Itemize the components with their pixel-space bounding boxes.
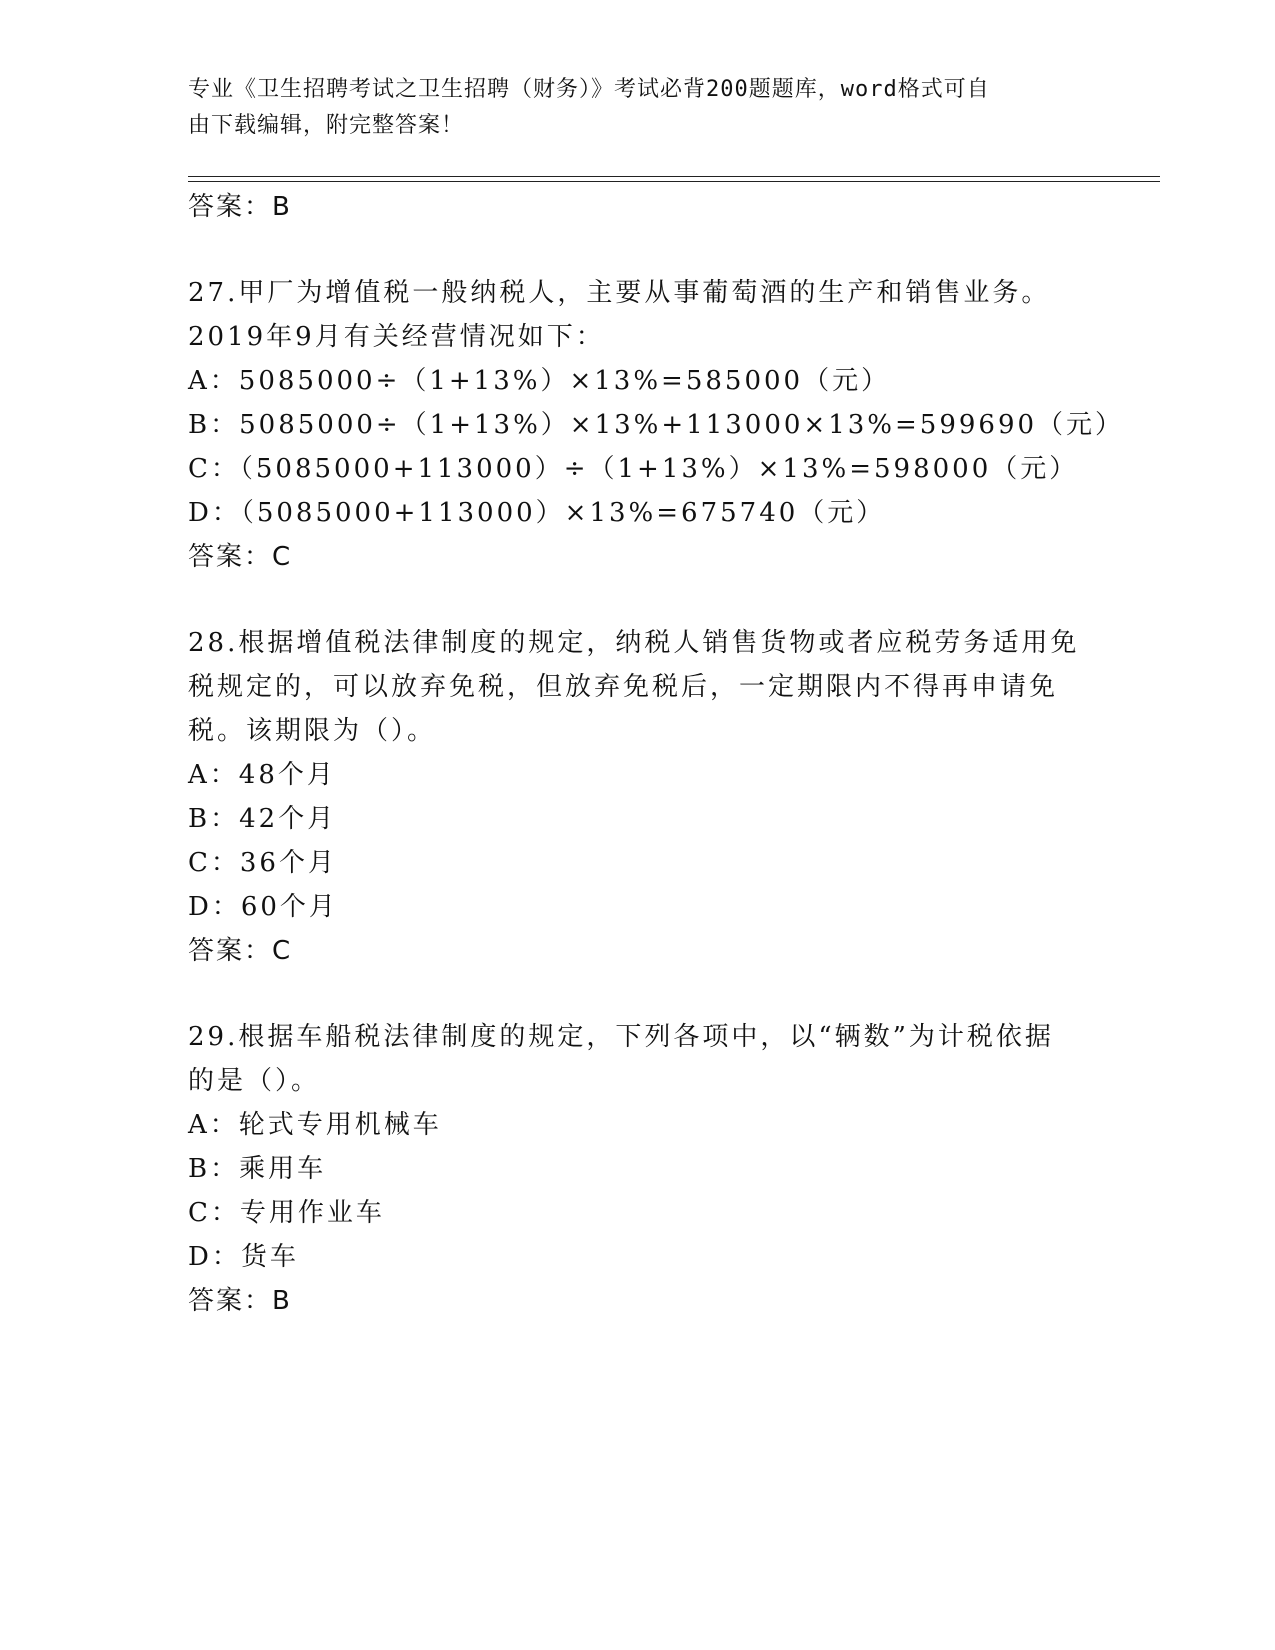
q29-option-c: C：专用作业车: [188, 1198, 385, 1228]
document-header: [188, 72, 1068, 144]
previous-answer: 答案：B: [188, 192, 292, 222]
q27-stem-line-1: 27.甲厂为增值税一般纳税人，主要从事葡萄酒的生产和销售业务。: [188, 278, 1051, 308]
q28-option-b: B：42个月: [188, 804, 337, 834]
header-divider-bottom: [188, 181, 1160, 182]
q28-option-d: D：60个月: [188, 892, 338, 922]
q29-stem-line-1: 29.根据车船税法律制度的规定，下列各项中，以“辆数”为计税依据: [188, 1022, 1054, 1052]
q27-option-b: B：5085000÷（1+13%）×13%+113000×13%=599690（元）: [188, 410, 1125, 440]
header-line-1: 专业《卫生招聘考试之卫生招聘（财务）》考试必背200题题库，word格式可自: [188, 77, 990, 102]
q28-option-c: C：36个月: [188, 848, 337, 878]
q29-answer: 答案：B: [188, 1286, 292, 1316]
q27-answer: 答案：C: [188, 542, 293, 572]
q28-stem-line-1: 28.根据增值税法律制度的规定，纳税人销售货物或者应税劳务适用免: [188, 628, 1080, 658]
q27-option-c: C：（5085000+113000）÷（1+13%）×13%=598000（元）: [188, 454, 1079, 484]
q29-option-a: A：轮式专用机械车: [188, 1110, 442, 1140]
q27-stem-line-2: 2019年9月有关经营情况如下：: [188, 322, 605, 352]
q29-option-b: B：乘用车: [188, 1154, 327, 1184]
q28-option-a: A：48个月: [188, 760, 336, 790]
header-divider-top: [188, 176, 1160, 177]
q28-stem-line-3: 税。该期限为（）。: [188, 716, 437, 746]
q27-option-d: D：（5085000+113000）×13%=675740（元）: [188, 498, 886, 528]
q29-option-d: D：货车: [188, 1242, 299, 1272]
q28-stem-line-2: 税规定的，可以放弃免税，但放弃免税后，一定期限内不得再申请免: [188, 672, 1059, 702]
q28-answer: 答案：C: [188, 936, 293, 966]
q29-stem-line-2: 的是（）。: [188, 1066, 321, 1096]
header-line-2: 由下载编辑，附完整答案！: [188, 113, 465, 138]
q27-option-a: A：5085000÷（1+13%）×13%=585000（元）: [188, 366, 891, 396]
